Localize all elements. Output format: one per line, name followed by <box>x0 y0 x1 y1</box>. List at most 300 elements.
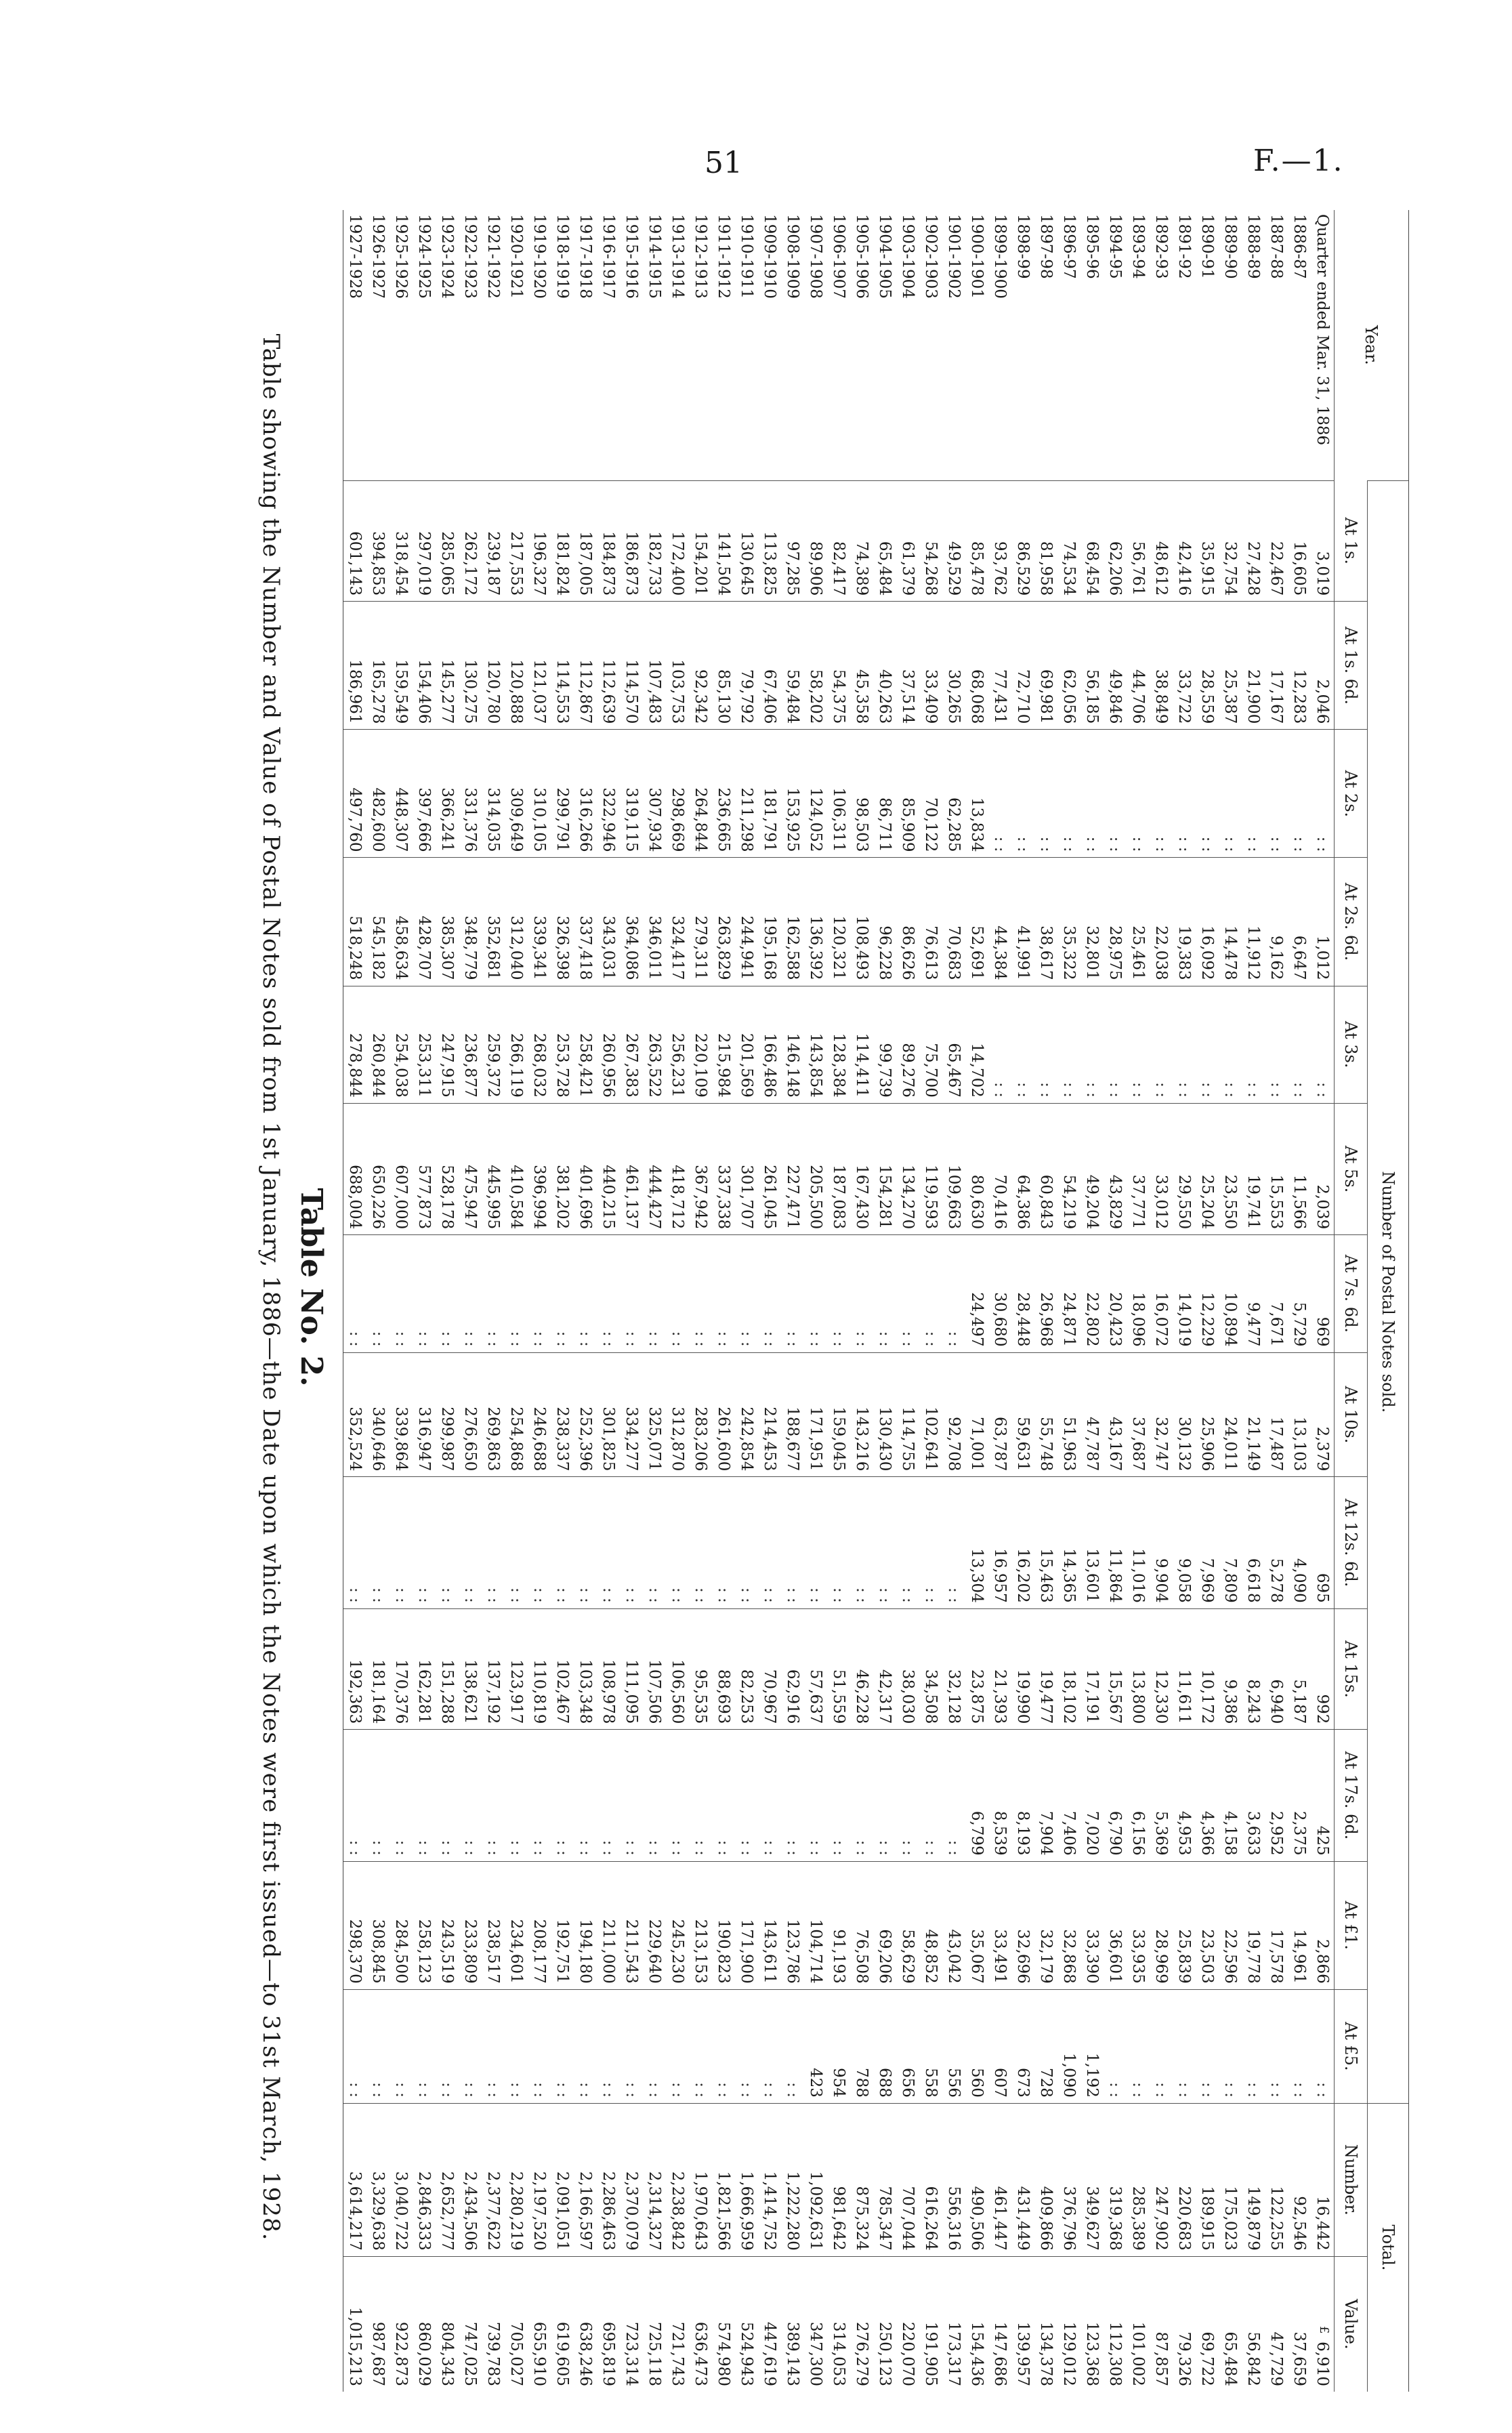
value-cell: 220,070 <box>896 2256 919 2392</box>
value-cell: 227,471 <box>781 1103 804 1234</box>
value-cell: 171,900 <box>735 1861 758 1989</box>
value-cell: : : <box>551 1730 574 1861</box>
value-cell: 112,867 <box>574 602 597 730</box>
value-cell: 36,601 <box>1104 1861 1127 1989</box>
value-cell: 60,843 <box>1034 1103 1057 1234</box>
value-cell: : : <box>781 1477 804 1608</box>
year-cell: 1919-1920 <box>530 214 549 299</box>
value-cell: 220,109 <box>689 986 712 1103</box>
value-cell: : : <box>390 1730 413 1861</box>
value-cell: : : <box>781 1989 804 2103</box>
value-cell: 101,002 <box>1127 2256 1150 2392</box>
value-cell: 18,096 <box>1127 1235 1150 1352</box>
value-cell: 229,640 <box>643 1861 666 1989</box>
value-cell: : : <box>735 1477 758 1608</box>
value-cell: 253,311 <box>413 986 436 1103</box>
value-cell: 518,248 <box>343 858 367 986</box>
value-cell: : : <box>1080 730 1104 858</box>
year-cell: 1908-1909 <box>784 214 802 299</box>
value-cell: 2,652,777 <box>436 2103 459 2256</box>
table-row <box>712 210 735 2392</box>
value-cell: 475,947 <box>459 1103 482 1234</box>
value-cell: 28,448 <box>1011 1235 1034 1352</box>
value-cell: 343,031 <box>597 858 620 986</box>
value-cell: : : <box>597 1235 620 1352</box>
value-cell: 15,553 <box>1265 1103 1288 1234</box>
value-cell: 7,020 <box>1080 1730 1104 1861</box>
value-cell: : : <box>436 1730 459 1861</box>
value-cell: 348,779 <box>459 858 482 986</box>
value-cell: 14,019 <box>1173 1235 1196 1352</box>
value-cell: 276,650 <box>459 1352 482 1477</box>
value-cell: 56,761 <box>1127 480 1150 602</box>
value-cell: 143,611 <box>758 1861 781 1989</box>
value-cell: : : <box>735 1235 758 1352</box>
value-cell: : : <box>1080 986 1104 1103</box>
value-cell: 607 <box>988 1989 1011 2103</box>
value-cell: 51,559 <box>827 1608 850 1730</box>
year-cell: 1905-1906 <box>853 214 871 299</box>
value-cell: : : <box>597 1477 620 1608</box>
value-cell: 104,714 <box>804 1861 827 1989</box>
value-cell: 695 <box>1311 1477 1335 1608</box>
value-cell: 32,754 <box>1219 480 1242 602</box>
value-cell: : : <box>988 986 1011 1103</box>
value-cell: 70,122 <box>919 730 942 858</box>
value-cell: 55,748 <box>1034 1352 1057 1477</box>
value-cell: 89,276 <box>896 986 919 1103</box>
value-cell: 62,056 <box>1057 602 1080 730</box>
value-cell: : : <box>919 1477 942 1608</box>
value-cell: 124,052 <box>804 730 827 858</box>
table-row <box>1196 210 1219 2392</box>
table-row <box>1265 210 1288 2392</box>
value-cell: 425 <box>1311 1730 1335 1861</box>
value-cell: 7,969 <box>1196 1477 1219 1608</box>
value-cell: 7,904 <box>1034 1730 1057 1861</box>
value-cell: 314,053 <box>827 2256 850 2392</box>
year-cell: 1897-98 <box>1037 214 1055 279</box>
value-cell: 22,038 <box>1150 858 1173 986</box>
value-cell: : : <box>827 1730 850 1861</box>
value-cell: 1,092,631 <box>804 2103 827 2256</box>
value-cell: 13,601 <box>1080 1477 1104 1608</box>
column-header-row <box>1335 210 1368 2392</box>
value-cell: 656 <box>896 1989 919 2103</box>
value-cell: : : <box>366 1730 390 1861</box>
value-cell: 79,792 <box>735 602 758 730</box>
value-cell: 312,040 <box>505 858 528 986</box>
value-cell: : : <box>343 1235 367 1352</box>
value-cell: 234,601 <box>505 1861 528 1989</box>
value-cell: 264,844 <box>689 730 712 858</box>
value-cell: 25,387 <box>1219 602 1242 730</box>
value-cell: 35,915 <box>1196 480 1219 602</box>
value-cell: : : <box>1127 986 1150 1103</box>
value-cell: 92,546 <box>1288 2103 1311 2256</box>
value-cell: 418,712 <box>666 1103 689 1234</box>
value-cell: 339,864 <box>390 1352 413 1477</box>
value-cell: : : <box>666 1989 689 2103</box>
value-cell: : : <box>1150 986 1173 1103</box>
value-cell: 601,143 <box>343 480 367 602</box>
value-cell: 10,172 <box>1196 1608 1219 1730</box>
table-row <box>505 210 528 2392</box>
value-cell: 298,370 <box>343 1861 367 1989</box>
value-cell: 134,270 <box>896 1103 919 1234</box>
value-cell: 2,280,219 <box>505 2103 528 2256</box>
value-cell: 98,503 <box>850 730 873 858</box>
value-cell: : : <box>528 1730 551 1861</box>
column-header: Value. <box>1335 2256 1368 2392</box>
value-cell: 577,873 <box>413 1103 436 1234</box>
table-header <box>1335 210 1409 2392</box>
value-cell: 74,534 <box>1057 480 1080 602</box>
year-cell: 1904-1905 <box>876 214 894 299</box>
value-cell: 68,454 <box>1080 480 1104 602</box>
value-cell: : : <box>528 1477 551 1608</box>
value-cell: 96,228 <box>873 858 896 986</box>
value-cell: : : <box>343 1989 367 2103</box>
year-cell: Quarter ended Mar. 31, 1886 <box>1314 214 1332 446</box>
value-cell: 396,994 <box>528 1103 551 1234</box>
value-cell: 22,467 <box>1265 480 1288 602</box>
value-cell: : : <box>436 1989 459 2103</box>
value-cell: 146,148 <box>781 986 804 1103</box>
value-cell: 77,431 <box>988 602 1011 730</box>
year-cell: 1894-95 <box>1106 214 1125 279</box>
value-cell: 352,524 <box>343 1352 367 1477</box>
value-cell: : : <box>758 1235 781 1352</box>
value-cell: : : <box>1127 730 1150 858</box>
value-cell: 875,324 <box>850 2103 873 2256</box>
value-cell: 106,311 <box>827 730 850 858</box>
value-cell: : : <box>390 1477 413 1608</box>
value-cell: 5,278 <box>1265 1477 1288 1608</box>
value-cell: 23,550 <box>1219 1103 1242 1234</box>
value-cell: 59,484 <box>781 602 804 730</box>
value-cell: 43,167 <box>1104 1352 1127 1477</box>
table-row <box>873 210 896 2392</box>
table-row <box>551 210 574 2392</box>
table-row <box>965 210 988 2392</box>
value-cell: 54,268 <box>919 480 942 602</box>
value-cell: : : <box>390 1989 413 2103</box>
value-cell: 261,045 <box>758 1103 781 1234</box>
value-cell: 299,791 <box>551 730 574 858</box>
value-cell: 233,809 <box>459 1861 482 1989</box>
value-cell: 316,947 <box>413 1352 436 1477</box>
value-cell: 397,666 <box>413 730 436 858</box>
value-cell: : : <box>459 1235 482 1352</box>
value-cell: 57,637 <box>804 1608 827 1730</box>
value-cell: : : <box>643 1730 666 1861</box>
value-cell: 6,940 <box>1265 1608 1288 1730</box>
value-cell: : : <box>689 1477 712 1608</box>
table-row <box>413 210 436 2392</box>
value-cell: 30,265 <box>942 602 965 730</box>
value-cell: 1,414,752 <box>758 2103 781 2256</box>
value-cell: : : <box>390 1235 413 1352</box>
value-cell: 40,263 <box>873 602 896 730</box>
value-cell: : : <box>758 1989 781 2103</box>
value-cell: 19,990 <box>1011 1608 1034 1730</box>
value-cell: 1,012 <box>1311 858 1335 986</box>
value-cell: 23,875 <box>965 1608 988 1730</box>
value-cell: 76,508 <box>850 1861 873 1989</box>
value-cell: 268,032 <box>528 986 551 1103</box>
value-cell: : : <box>643 1477 666 1608</box>
value-cell: 103,753 <box>666 602 689 730</box>
value-cell: 15,567 <box>1104 1608 1127 1730</box>
value-cell: 245,230 <box>666 1861 689 1989</box>
value-cell: 26,968 <box>1034 1235 1057 1352</box>
value-cell: 346,011 <box>643 858 666 986</box>
year-cell: 1911-1912 <box>715 214 733 299</box>
value-cell: : : <box>735 1730 758 1861</box>
value-cell: : : <box>666 1730 689 1861</box>
value-cell: 69,206 <box>873 1861 896 1989</box>
value-cell: : : <box>459 1989 482 2103</box>
value-cell: : : <box>551 1989 574 2103</box>
value-cell: : : <box>574 1730 597 1861</box>
table-row <box>597 210 620 2392</box>
table-row <box>689 210 712 2392</box>
value-cell: 69,981 <box>1034 602 1057 730</box>
value-cell: 20,423 <box>1104 1235 1127 1352</box>
value-cell: 37,687 <box>1127 1352 1150 1477</box>
value-cell: 1,192 <box>1080 1989 1104 2103</box>
value-cell: 130,275 <box>459 602 482 730</box>
value-cell: 721,743 <box>666 2256 689 2392</box>
value-cell: 2,046 <box>1311 602 1335 730</box>
value-cell: 38,030 <box>896 1608 919 1730</box>
value-cell: : : <box>1288 986 1311 1103</box>
value-cell: 16,442 <box>1311 2103 1335 2256</box>
year-cell: 1891-92 <box>1175 214 1194 279</box>
value-cell: 99,739 <box>873 986 896 1103</box>
year-cell: 1899-1900 <box>991 214 1009 299</box>
value-cell: 24,497 <box>965 1235 988 1352</box>
year-cell: 1893-94 <box>1129 214 1148 279</box>
value-cell: 33,935 <box>1127 1861 1150 1989</box>
value-cell: 196,327 <box>528 480 551 602</box>
value-cell: : : <box>1265 730 1288 858</box>
value-cell: 65,467 <box>942 986 965 1103</box>
value-cell: : : <box>1311 730 1335 858</box>
value-cell: : : <box>896 1477 919 1608</box>
value-cell: 728 <box>1034 1989 1057 2103</box>
value-cell: : : <box>758 1477 781 1608</box>
value-cell: 324,417 <box>666 858 689 986</box>
value-cell: 122,255 <box>1265 2103 1288 2256</box>
value-cell: 13,800 <box>1127 1608 1150 1730</box>
value-cell: 19,741 <box>1242 1103 1265 1234</box>
value-cell: 695,819 <box>597 2256 620 2392</box>
value-cell: : : <box>758 1730 781 1861</box>
value-cell: 80,630 <box>965 1103 988 1234</box>
value-cell: : : <box>1057 986 1080 1103</box>
year-cell: 1903-1904 <box>899 214 917 299</box>
value-cell: 431,449 <box>1011 2103 1034 2256</box>
value-cell: 85,130 <box>712 602 735 730</box>
value-cell: 114,570 <box>620 602 643 730</box>
value-cell: 655,910 <box>528 2256 551 2392</box>
value-cell: 244,941 <box>735 858 758 986</box>
value-cell: : : <box>620 1989 643 2103</box>
value-cell: 21,149 <box>1242 1352 1265 1477</box>
postal-notes-table <box>343 210 1409 2392</box>
value-cell: 41,991 <box>1011 858 1034 986</box>
value-cell: 103,348 <box>574 1608 597 1730</box>
value-cell: 112,639 <box>597 602 620 730</box>
value-cell: : : <box>919 1730 942 1861</box>
value-cell: 13,834 <box>965 730 988 858</box>
value-cell: 804,343 <box>436 2256 459 2392</box>
value-cell: 401,696 <box>574 1103 597 1234</box>
value-cell: 201,569 <box>735 986 758 1103</box>
value-cell: 63,787 <box>988 1352 1011 1477</box>
column-header: At 7s. 6d. <box>1335 1235 1368 1352</box>
table-row <box>942 210 965 2392</box>
value-cell: 254,038 <box>390 986 413 1103</box>
year-cell: 1916-1917 <box>600 214 618 299</box>
value-cell: 334,277 <box>620 1352 643 1477</box>
value-cell: 37,514 <box>896 602 919 730</box>
value-cell: 987,687 <box>366 2256 390 2392</box>
value-cell: 254,868 <box>505 1352 528 1477</box>
value-cell: 17,191 <box>1080 1608 1104 1730</box>
table-row <box>574 210 597 2392</box>
value-cell: : : <box>804 1477 827 1608</box>
value-cell: 238,337 <box>551 1352 574 1477</box>
value-cell: 312,870 <box>666 1352 689 1477</box>
table-row <box>781 210 804 2392</box>
value-cell: 5,369 <box>1150 1730 1173 1861</box>
table-row <box>366 210 390 2392</box>
column-header: At 10s. <box>1335 1352 1368 1477</box>
value-cell: : : <box>413 1730 436 1861</box>
value-cell: 238,517 <box>482 1861 505 1989</box>
value-cell: 6,790 <box>1104 1730 1127 1861</box>
value-cell: 166,486 <box>758 986 781 1103</box>
value-cell: : : <box>1311 986 1335 1103</box>
value-cell: 42,416 <box>1173 480 1196 602</box>
value-cell: 673 <box>1011 1989 1034 2103</box>
value-cell: 130,645 <box>735 480 758 602</box>
value-cell: 181,164 <box>366 1608 390 1730</box>
value-cell: 145,277 <box>436 602 459 730</box>
value-cell: 314,035 <box>482 730 505 858</box>
value-cell: £ 6,910 <box>1311 2256 1335 2392</box>
value-cell: 62,285 <box>942 730 965 858</box>
value-cell: : : <box>919 1235 942 1352</box>
table-row <box>758 210 781 2392</box>
value-cell: : : <box>712 1989 735 2103</box>
year-cell: 1889-90 <box>1221 214 1240 279</box>
value-cell: 445,995 <box>482 1103 505 1234</box>
value-cell: 173,317 <box>942 2256 965 2392</box>
year-cell: 1902-1903 <box>922 214 940 299</box>
value-cell: 186,961 <box>343 602 367 730</box>
value-cell: 389,143 <box>781 2256 804 2392</box>
value-cell: 108,493 <box>850 858 873 986</box>
value-cell: 181,824 <box>551 480 574 602</box>
value-cell: 337,338 <box>712 1103 735 1234</box>
value-cell: 4,366 <box>1196 1730 1219 1861</box>
value-cell: 992 <box>1311 1608 1335 1730</box>
value-cell: 81,958 <box>1034 480 1057 602</box>
table-row <box>988 210 1011 2392</box>
value-cell: 352,681 <box>482 858 505 986</box>
value-cell: 211,298 <box>735 730 758 858</box>
value-cell: 12,330 <box>1150 1608 1173 1730</box>
year-cell: 1913-1914 <box>669 214 687 299</box>
value-cell: 301,825 <box>597 1352 620 1477</box>
value-cell: : : <box>827 1235 850 1352</box>
value-cell: 59,631 <box>1011 1352 1034 1477</box>
value-cell: 191,905 <box>919 2256 942 2392</box>
value-cell: 1,666,959 <box>735 2103 758 2256</box>
value-cell: : : <box>896 1730 919 1861</box>
column-header: At £5. <box>1335 1989 1368 2103</box>
value-cell: : : <box>850 1477 873 1608</box>
value-cell: 214,453 <box>758 1352 781 1477</box>
value-cell: 16,605 <box>1288 480 1311 602</box>
value-cell: 154,436 <box>965 2256 988 2392</box>
value-cell: 297,019 <box>413 480 436 602</box>
value-cell: 2,039 <box>1311 1103 1335 1234</box>
value-cell: 16,092 <box>1196 858 1219 986</box>
value-cell: 205,500 <box>804 1103 827 1234</box>
year-cell: 1920-1921 <box>507 214 526 299</box>
value-cell: : : <box>413 1477 436 1608</box>
value-cell: 62,206 <box>1104 480 1127 602</box>
value-cell: 556 <box>942 1989 965 2103</box>
value-cell: 331,376 <box>459 730 482 858</box>
year-cell: 1890-91 <box>1198 214 1217 279</box>
value-cell: 182,733 <box>643 480 666 602</box>
table-row <box>528 210 551 2392</box>
value-cell: 130,430 <box>873 1352 896 1477</box>
value-cell: : : <box>528 1235 551 1352</box>
value-cell: 650,226 <box>366 1103 390 1234</box>
value-cell: : : <box>804 1235 827 1352</box>
value-cell: 65,484 <box>1219 2256 1242 2392</box>
value-cell: : : <box>505 1477 528 1608</box>
value-cell: 79,326 <box>1173 2256 1196 2392</box>
value-cell: : : <box>1150 1989 1173 2103</box>
value-cell: 558 <box>919 1989 942 2103</box>
value-cell: 11,611 <box>1173 1608 1196 1730</box>
value-cell: 247,915 <box>436 986 459 1103</box>
document-reference: F.—1. <box>1253 144 1344 178</box>
value-cell: 440,215 <box>597 1103 620 1234</box>
value-cell: 17,167 <box>1265 602 1288 730</box>
value-cell: 30,680 <box>988 1235 1011 1352</box>
value-cell: : : <box>1196 986 1219 1103</box>
value-cell: 37,659 <box>1288 2256 1311 2392</box>
value-cell: 1,970,643 <box>689 2103 712 2256</box>
value-cell: 309,649 <box>505 730 528 858</box>
year-cell: 1888-89 <box>1244 214 1263 279</box>
value-cell: 162,588 <box>781 858 804 986</box>
value-cell: 28,975 <box>1104 858 1127 986</box>
value-cell: : : <box>574 1235 597 1352</box>
value-cell: 43,042 <box>942 1861 965 1989</box>
value-cell: : : <box>343 1477 367 1608</box>
value-cell: 448,307 <box>390 730 413 858</box>
